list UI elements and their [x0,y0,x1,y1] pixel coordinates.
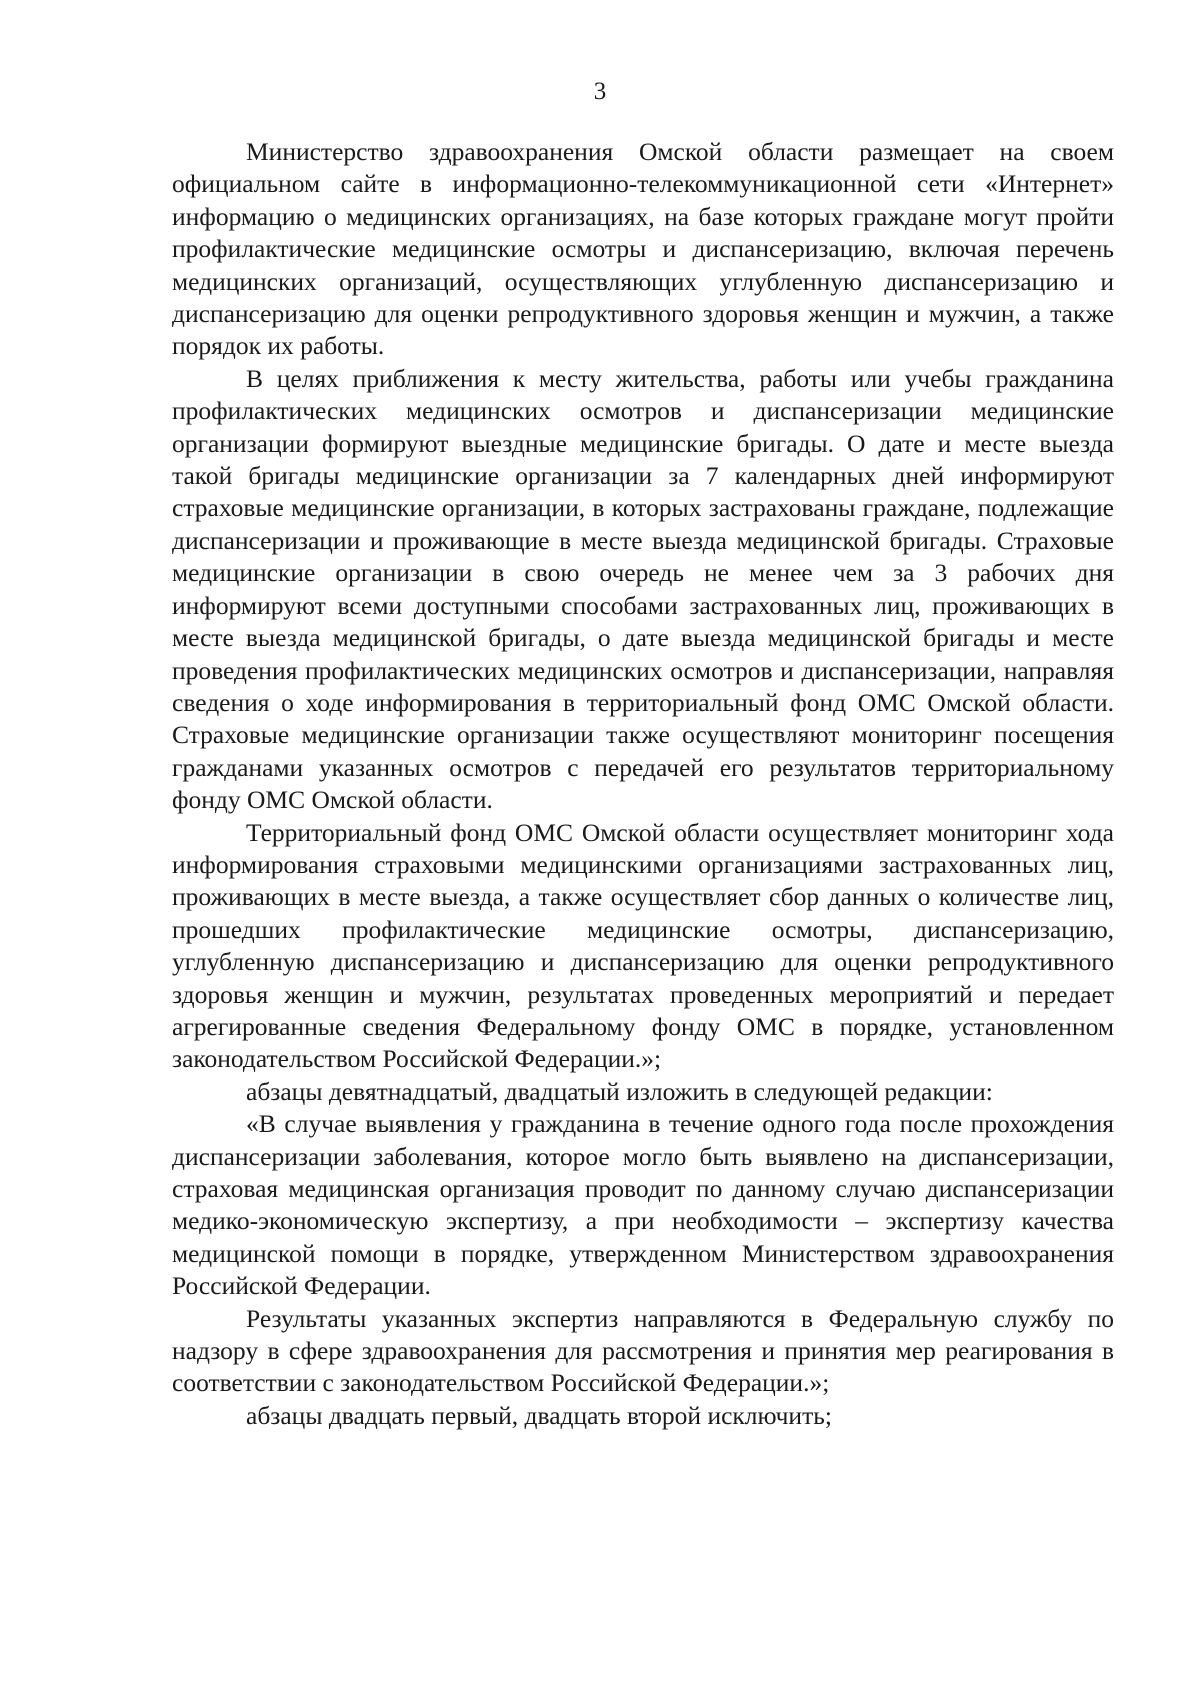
paragraph-disease-detection: «В случае выявления у гражданина в течение одного года после прохождения диспансеризации заболевания, которое могло быть выявлено на диспансеризации, страховая медицинская организация проводит по данному случаю диспансеризации медико-экономическую экспертизу, а при необходимости – экспертизу качества медицинской помощи в порядке, утвержденном Министерством здравоохранения Российской Федерации. [172,1109,1114,1301]
paragraph-territorial-fund: Территориальный фонд ОМС Омской области осуществляет мониторинг хода информирования страховыми медицинскими организациями застрахованных лиц, проживающих в месте выезда, а также осуществляет сбор данных о количестве лиц, прошедших профилактические медицинские осмотры, диспансеризацию, углубленную диспансеризацию и диспансеризацию для оценки репродуктивного здоровья женщин и мужчин, результатах проведенных мероприятий и передает агрегированные сведения Федеральному фонду ОМС в порядке, установленном законодательством Российской Федерации.»; [172,817,1114,1074]
document-body [172,136,1114,1432]
page-number: 3 [593,78,607,105]
paragraph-mobile-brigades: В целях приближения к месту жительства, работы или учебы гражданина профилактических медицинских осмотров и диспансеризации медицинские организации формируют выездные медицинские бригады. О дате и месте выезда такой бригады медицинские организации за 7 календарных дней информируют страховые медицинские организации, в которых застрахованы граждане, подлежащие диспансеризации и проживающие в месте выезда медицинской бригады. Страховые медицинские организации в свою очередь не менее чем за 3 рабочих дня информируют всеми доступными способами застрахованных лиц, проживающих в месте выезда медицинской бригады, о дате выезда медицинской бригады и месте проведения профилактических медицинских осмотров и диспансеризации, направляя сведения о ходе информирования в территориальный фонд ОМС Омской области. Страховые медицинские организации также осуществляют мониторинг посещения гражданами указанных осмотров с передачей его результатов территориальному фонду ОМС Омской области. [172,363,1114,815]
paragraph-amendment-21-22: абзацы двадцать первый, двадцать второй исключить; [246,1400,832,1430]
paragraph-ministry-website: Министерство здравоохранения Омской области размещает на своем официальном сайте в информационно-телекоммуникационной сети «Интернет» информацию о медицинских организациях, на базе которых граждане могут пройти профилактические медицинские осмотры и диспансеризацию, включая перечень медицинских организаций, осуществляющих углубленную диспансеризацию и диспансеризацию для оценки репродуктивного здоровья женщин и мужчин, а также порядок их работы. [172,137,1114,361]
paragraph-amendment-19-20: абзацы девятнадцатый, двадцатый изложить в следующей редакции: [246,1076,993,1106]
paragraph-expertise-results: Результаты указанных экспертиз направляются в Федеральную службу по надзору в сфере здравоохранения для рассмотрения и принятия мер реагирования в соответствии с законодательством Российской Федерации.»; [172,1303,1114,1398]
